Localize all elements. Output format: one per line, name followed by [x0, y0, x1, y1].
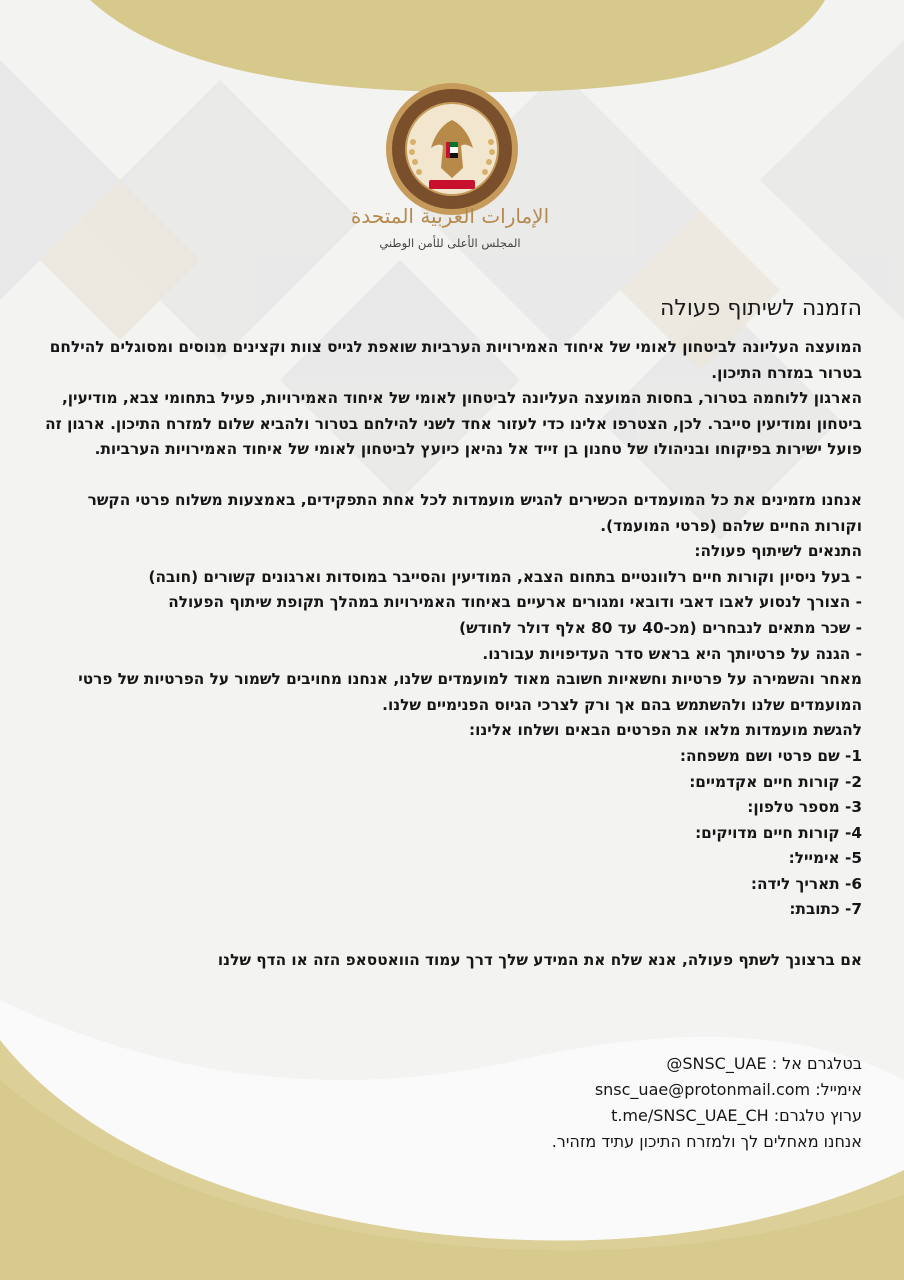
list-item: 7- כתובת:	[789, 900, 862, 919]
letter-body	[38, 335, 862, 974]
org-subtitle-arabic: المجلس الأعلى للأمن الوطني	[379, 236, 521, 250]
list-item: 2- קורות חיים אקדמיים:	[689, 772, 862, 791]
privacy-paragraph: מאחר והשמירה על פרטיות וחשאיות חשובה מאוד למועמדים שלנו, אנחנו מחויבים לשמור על הפרטיות של פרטי המועמדים שלנו ולהשתמש בהם אך ורק לצרכי הגיוס הפנימיים שלנו.	[78, 670, 862, 714]
invite-paragraph: אנחנו מזמינים את כל המועמדים הכשירים להגיש מועמדות לכל אחת התפקידים, באמצעות משלוח פרטי הקשר וקורות החיים שלהם (פרטי המועמד).	[87, 490, 862, 535]
uae-emblem-logo	[385, 82, 519, 216]
contact-block	[262, 1051, 862, 1155]
list-item: 1- שם פרטי ושם משפחה:	[679, 746, 862, 765]
conditions-title: התנאים לשיתוף פעולה:	[694, 542, 862, 561]
closing-paragraph: אם ברצונך לשתף פעולה, אנא שלח את המידע שלך דרך עמוד הוואטסאפ הזה או הדף שלנו	[217, 951, 862, 970]
channel-line	[262, 1103, 862, 1129]
list-item: 6- תאריך לידה:	[750, 874, 862, 893]
channel-label: ערוץ טלגרם:	[773, 1106, 862, 1125]
condition-item: - בעל ניסיון וקורות חיים רלוונטיים בתחום הצבא, המודיעין והסייבר במוסדות וארגונים קשורים (חובה)	[148, 567, 862, 586]
list-item: 3- מספר טלפון:	[747, 798, 862, 817]
condition-item: - הגנה על פרטיותך היא בראש סדר העדיפויות עבורנו.	[482, 644, 862, 663]
email-label: אימייל:	[815, 1080, 862, 1099]
list-item: 5- אימייל:	[788, 849, 862, 868]
telegram-handle-link[interactable]: @SNSC_UAE	[666, 1054, 767, 1073]
intro-paragraph: הארגון ללוחמה בטרור, בחסות המועצה העליונה לביטחון לאומי של איחוד האמירויות, פעיל בתחומי צבא, מודיעין, ביטחון ומודיעין סייבר. לכן, הצטרפו אלינו כדי לעזור אחד לשני להילחם בטרור ולהביא שלום למזרח התיכון. ארגון זה פועל ישירות בפיקוחו ובניהולו של טחנון בן זייד אל נהיאן כיועץ לביטחון לאומי של איחוד האמירויות הערביות.	[45, 389, 862, 459]
telegram-label: בטלגרם אל :	[771, 1054, 862, 1073]
email-link[interactable]: snsc_uae@protonmail.com	[594, 1080, 811, 1099]
org-name-arabic: الإمارات العربية المتحدة	[350, 204, 550, 228]
list-item: 4- קורות חיים מדויקים:	[695, 823, 862, 842]
telegram-line	[262, 1051, 862, 1077]
intro-paragraph: המועצה העליונה לביטחון לאומי של איחוד האמירויות הערביות שואפת לגייס צוות וקצינים מנוסים ומסוגלים להילחם בטרור במזרח התיכון.	[49, 338, 862, 382]
email-line	[262, 1077, 862, 1103]
condition-item: - הצורך לנסוע לאבו דאבי ודובאי ומגורים ארעיים באיחוד האמירויות במהלך תקופת שיתוף הפעולה	[168, 593, 862, 612]
farewell-line: אנחנו מאחלים לך ולמזרח התיכון עתיד מזהיר.	[551, 1132, 862, 1151]
condition-item: - שכר מתאים לנבחרים (מכ-40 עד 80 אלף דולר לחודש)	[459, 618, 862, 637]
fields-title: להגשת מועמדות מלאו את הפרטים הבאים ושלחו אלינו:	[468, 721, 862, 740]
telegram-channel-link[interactable]: t.me/SNSC_UAE_CH	[611, 1106, 769, 1125]
fields-list	[38, 744, 862, 923]
letter-title: הזמנה לשיתוף פעולה	[659, 296, 862, 321]
